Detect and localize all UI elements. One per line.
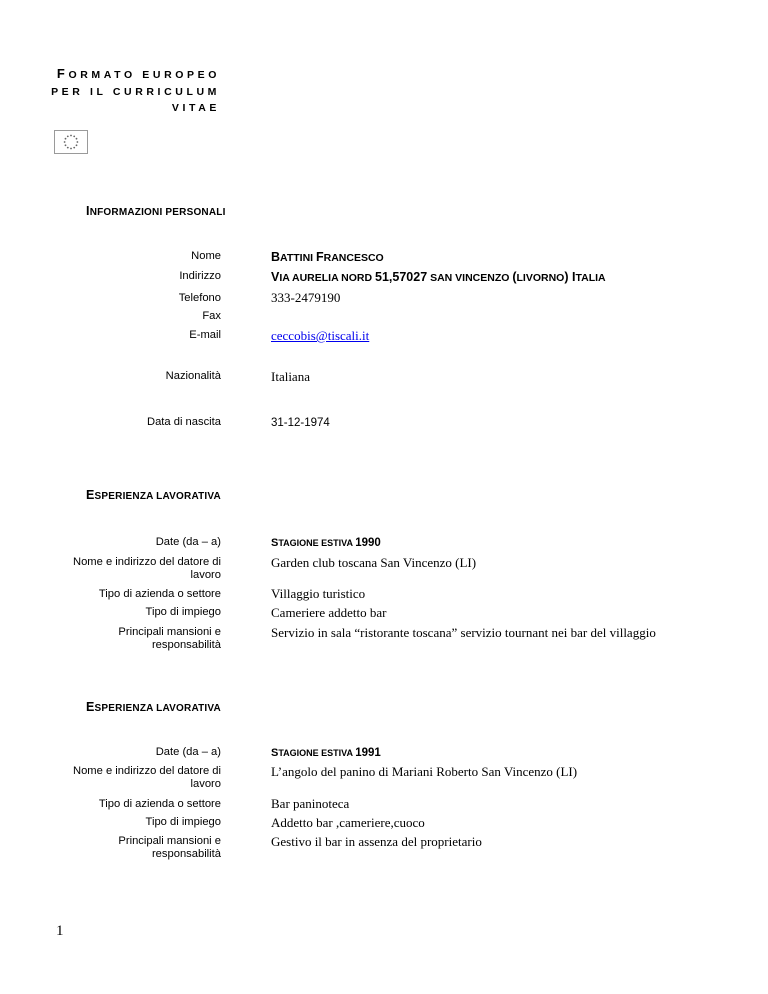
- job-value: Cameriere addetto bar: [271, 605, 387, 620]
- phone-label: Telefono: [178, 292, 221, 304]
- duties-value: Servizio in sala “ristorante toscana” servizio tournant nei bar del villaggio: [271, 625, 656, 640]
- birthdate-value: 31-12-1974: [271, 417, 330, 429]
- address-label: Indirizzo: [179, 270, 221, 282]
- dates-label: Date (da – a): [155, 536, 221, 548]
- page-number: 1: [56, 923, 64, 939]
- personal-info-heading: INFORMAZIONI PERSONALI: [86, 204, 226, 218]
- email-link[interactable]: ceccobis@tiscali.it: [271, 328, 370, 343]
- employer-label: Nome e indirizzo del datore di lavoro: [73, 765, 221, 790]
- employer-value: Garden club toscana San Vincenzo (LI): [271, 555, 477, 570]
- name-value: BATTINI FRANCESCO: [271, 250, 384, 264]
- duties-value: Gestivo il bar in assenza del proprietario: [271, 834, 482, 849]
- experience-season: STAGIONE ESTIVA 1991: [271, 747, 381, 759]
- work-experience-heading: ESPERIENZA LAVORATIVA: [86, 488, 221, 502]
- nationality-label: Nazionalità: [165, 370, 221, 382]
- job-label: Tipo di impiego: [145, 606, 221, 618]
- experience-season: STAGIONE ESTIVA 1990: [271, 537, 381, 549]
- eu-flag-icon: [54, 130, 88, 154]
- header-line-3: VITAE: [171, 102, 220, 114]
- birthdate-label: Data di nascita: [146, 416, 221, 428]
- sector-label: Tipo di azienda o settore: [98, 588, 221, 600]
- sector-value: Villaggio turistico: [271, 586, 366, 601]
- duties-label: Principali mansioni e responsabilità: [118, 835, 221, 860]
- phone-value: 333-2479190: [271, 290, 341, 305]
- job-value: Addetto bar ,cameriere,cuoco: [271, 815, 425, 830]
- sector-value: Bar paninoteca: [271, 796, 350, 811]
- nationality-value: Italiana: [271, 369, 310, 384]
- address-value: VIA AURELIA NORD 51,57027 SAN VINCENZO (LIVORNO) ITALIA: [271, 270, 606, 284]
- sector-label: Tipo di azienda o settore: [98, 798, 221, 810]
- email-label: E-mail: [189, 329, 221, 341]
- header-line-2: PER IL CURRICULUM: [51, 85, 220, 98]
- duties-label: Principali mansioni e responsabilità: [118, 626, 221, 651]
- name-label: Nome: [191, 250, 221, 262]
- fax-label: Fax: [202, 310, 221, 322]
- job-label: Tipo di impiego: [145, 816, 221, 828]
- header-line-1: FORMATO EUROPEO: [56, 66, 220, 81]
- employer-value: L’angolo del panino di Mariani Roberto San Vincenzo (LI): [271, 764, 578, 779]
- cv-format-header: [51, 66, 220, 117]
- work-experience-heading: ESPERIENZA LAVORATIVA: [86, 700, 221, 714]
- dates-label: Date (da – a): [155, 746, 221, 758]
- employer-label: Nome e indirizzo del datore di lavoro: [73, 556, 221, 581]
